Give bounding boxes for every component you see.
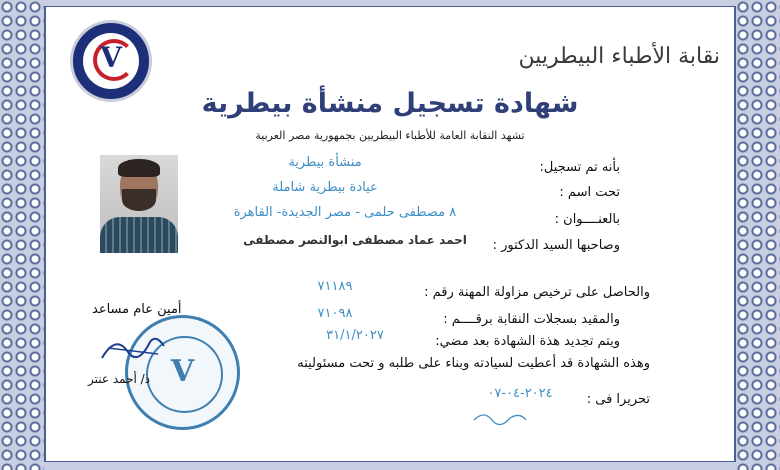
address-value: ٨ مصطفى حلمى - مصر الجديدة- القاهرة xyxy=(233,205,457,220)
certificate-subtitle: تشهد النقابة العامة للأطباء البيطريين بجمهورية مصر العربية xyxy=(255,129,525,142)
owner-photo xyxy=(100,155,178,253)
issued-label: تحريرا فى : xyxy=(586,392,650,407)
name-label: تحت اسم : xyxy=(559,185,620,200)
address-label: بالعنــــوان : xyxy=(554,212,620,227)
stamp-v-mark: V xyxy=(170,354,195,389)
top-decorative-border xyxy=(44,0,736,7)
right-decorative-border xyxy=(734,0,780,470)
registered-label: بأنه تم تسجيل: xyxy=(539,160,620,175)
issued-value: ٢٠٢٤-٠٤-٠٧ xyxy=(487,386,553,401)
name-value: عيادة بيطرية شاملة xyxy=(272,180,378,195)
owner-label: وصاحبها السيد الدكتور : xyxy=(492,238,620,253)
renewal-value: ٣١/١/٢٠٢٧ xyxy=(326,328,384,343)
registry-label: والمقيد بسجلات النقابة برقــــم : xyxy=(443,312,620,327)
statement-text: وهذه الشهادة قد أعطيت لسيادته وبناء على طلبه و تحت مسئوليته xyxy=(297,356,650,371)
bottom-decorative-border xyxy=(44,461,736,470)
photo-shirt xyxy=(100,217,178,253)
signature-title: أمين عام مساعد xyxy=(92,302,182,317)
license-label: والحاصل على ترخيص مزاولة المهنة رقم : xyxy=(424,285,650,300)
photo-hair xyxy=(118,159,160,177)
left-decorative-border xyxy=(0,0,46,470)
registered-value: منشأة بيطرية xyxy=(288,155,362,170)
signature-scribble xyxy=(98,328,168,368)
certificate-title: شهادة تسجيل منشأة بيطرية xyxy=(201,88,579,119)
owner-value: احمد عماد مصطفى ابوالنصر مصطفى xyxy=(243,233,467,247)
logo-v-mark: V xyxy=(100,41,122,74)
photo-beard xyxy=(122,189,156,211)
license-value: ٧١١٨٩ xyxy=(317,279,353,294)
signer-name: د/ أحمد عنتر xyxy=(88,372,151,386)
registry-value: ٧١٠٩٨ xyxy=(317,306,353,321)
issuer-initials-scribble xyxy=(470,408,530,428)
org-name-calligraphy: نقابة الأطباء البيطريين xyxy=(518,44,720,69)
renewal-label: ويتم تجديد هذة الشهادة بعد مضي: xyxy=(435,334,620,349)
